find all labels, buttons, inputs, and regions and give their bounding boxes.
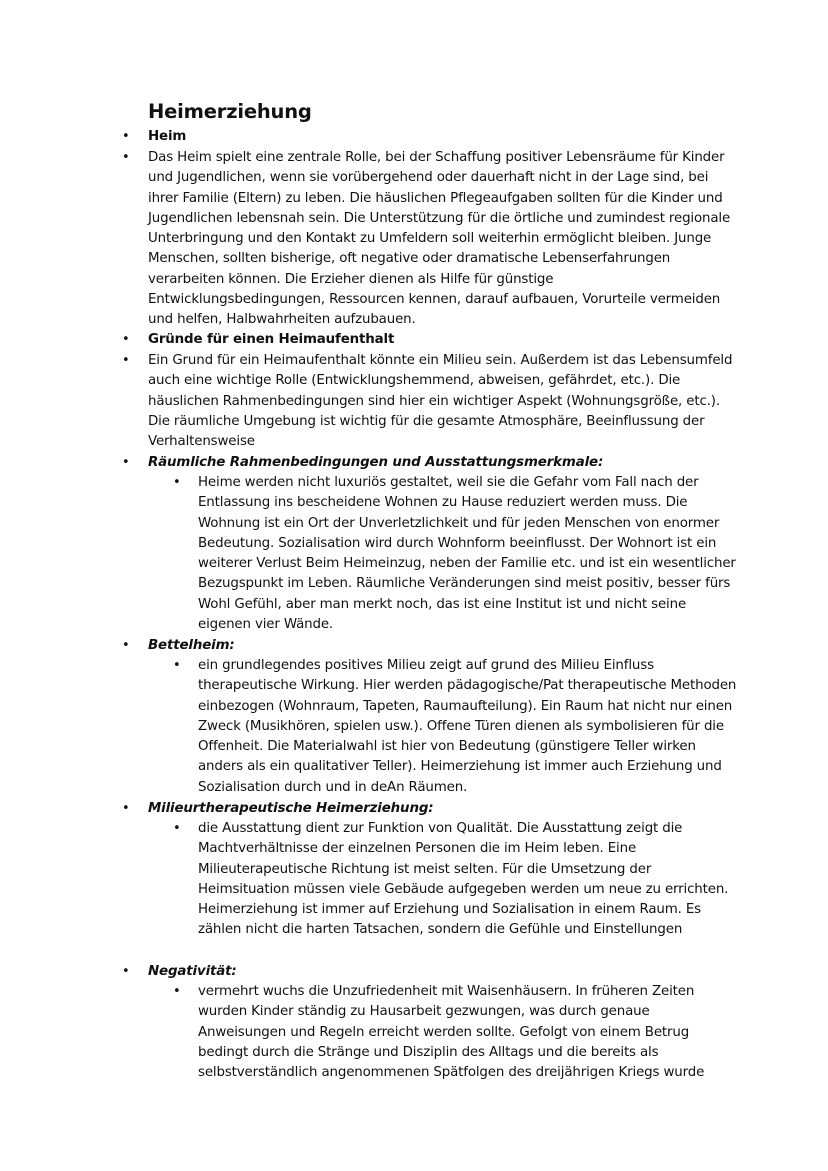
bullet-icon: • [173,984,181,999]
paragraph-gruende: Ein Grund für ein Heimaufenthalt könnte ein Milieu sein. Außerdem ist das Lebensumfeld auch eine wichtige Rolle (Entwicklungshemmend, abweisen, gefährdet, etc.). Die häuslichen Rahmenbedingungen sind hier ein wichtiger Aspekt (Wohnungsgröße, etc.). Die räumliche Umgebung ist wichtig für die gesamte Atmosphäre, Beeinflussung der Verhaltensweise [148,353,733,450]
paragraph-negativitaet: vermehrt wuchs die Unzufriedenheit mit Waisenhäusern. In früheren Zeiten wurden Kinder ständig zu Hausarbeit gezwungen, was durch genaue Anweisungen und Regeln erreicht werden sollte. Gefolgt von einem Betrug bedingt durch die Stränge und Disziplin des Alltags und die bereits als selbstverständlich angenommenen Spätfolgen des dreijährigen Kriegs wurde [198,984,705,1081]
bullet-icon: • [122,129,130,144]
bullet-icon: • [122,638,130,653]
paragraph-bettelheim: ein grundlegendes positives Milieu zeigt auf grund des Milieu Einfluss therapeutische Wirkung. Hier werden pädagogische/Pat therapeutische Methoden einbezogen (Wohnraum, Tapeten, Raumaufteilung). Ein Raum hat nicht nur einen Zweck (Musikhören, spielen usw.). Offene Türen dienen als symbolisieren für die Offenheit. Die Materialwahl ist hier von Bedeutung (günstigere Teller wirken anders als ein qualitativer Teller). Heimerziehung ist immer auch Erziehung und Sozialisation durch und in deAn Räumen. [198,658,737,795]
bullet-icon: • [122,801,130,816]
paragraph-milieutherapie: die Ausstattung dient zur Funktion von Qualität. Die Ausstattung zeigt die Machtverhältnisse der einzelnen Personen die im Heim leben. Eine Milieuterapeutische Richtung ist meist selten. Für die Umsetzung der Heimsituation müssen viele Gebäude aufgegeben werden um neue zu errichten. Heimerziehung ist immer auf Erziehung und Sozialisation in einem Raum. Es zählen nicht die harten Tatsachen, sondern die Gefühle und Einstellungen [198,821,729,938]
paragraph-heim: Das Heim spielt eine zentrale Rolle, bei der Schaffung positiver Lebensräume für Kinder und Jugendlichen, wenn sie vorübergehend oder dauerhaft nicht in der Lage sind, bei ihrer Familie (Eltern) zu leben. Die häuslichen Pflegeaufgaben sollten für die Kinder und Jugendlichen lebensnah sein. Die Unterstützung für die örtliche und zumindest regionale Unterbringung und den Kontakt zu Umfeldern soll weiterhin ermöglicht bleiben. Junge Menschen, sollten bisherige, oft negative oder dramatische Lebenserfahrungen verarbeiten können. Die Erzieher dienen als Hilfe für günstige Entwicklungsbedingungen, Ressourcen kennen, darauf aufbauen, Vorurteile vermeiden und helfen, Halbwahrheiten aufzubauen. [148,150,731,328]
bullet-icon: • [173,821,181,836]
bullet-icon: • [173,658,181,673]
document-title: Heimerziehung [148,100,312,123]
bullet-icon: • [122,353,130,368]
bullet-icon: • [122,964,130,979]
bullet-icon: • [173,475,181,490]
section-heading-heim: Heim [148,129,187,144]
paragraph-raeumliche: Heime werden nicht luxuriös gestaltet, weil sie die Gefahr vom Fall nach der Entlassung ins bescheidene Wohnen zu Hause reduziert werden muss. Die Wohnung ist ein Ort der Unverletzlichkeit und für jeden Menschen von enormer Bedeutung. Sozialisation wird durch Wohnform beeinflusst. Der Wohnort ist ein weiterer Verlust Beim Heimeinzug, neben der Familie etc. und ist ein wesentlicher Bezugspunkt im Leben. Räumliche Veränderungen sind meist positiv, besser fürs Wohl Gefühl, aber man merkt noch, das ist eine Institut ist und nicht seine eigenen vier Wände. [198,475,736,633]
bullet-icon: • [122,150,130,165]
bullet-icon: • [122,332,130,347]
bullet-icon: • [122,455,130,470]
section-heading-milieutherapie: Milieurtherapeutische Heimerziehung: [148,801,434,816]
section-heading-raeumliche: Räumliche Rahmenbedingungen und Ausstattungsmerkmale: [148,455,604,470]
section-heading-bettelheim: Bettelheim: [148,638,235,653]
section-heading-gruende: Gründe für einen Heimaufenthalt [148,332,395,347]
section-heading-negativitaet: Negativität: [148,964,237,979]
